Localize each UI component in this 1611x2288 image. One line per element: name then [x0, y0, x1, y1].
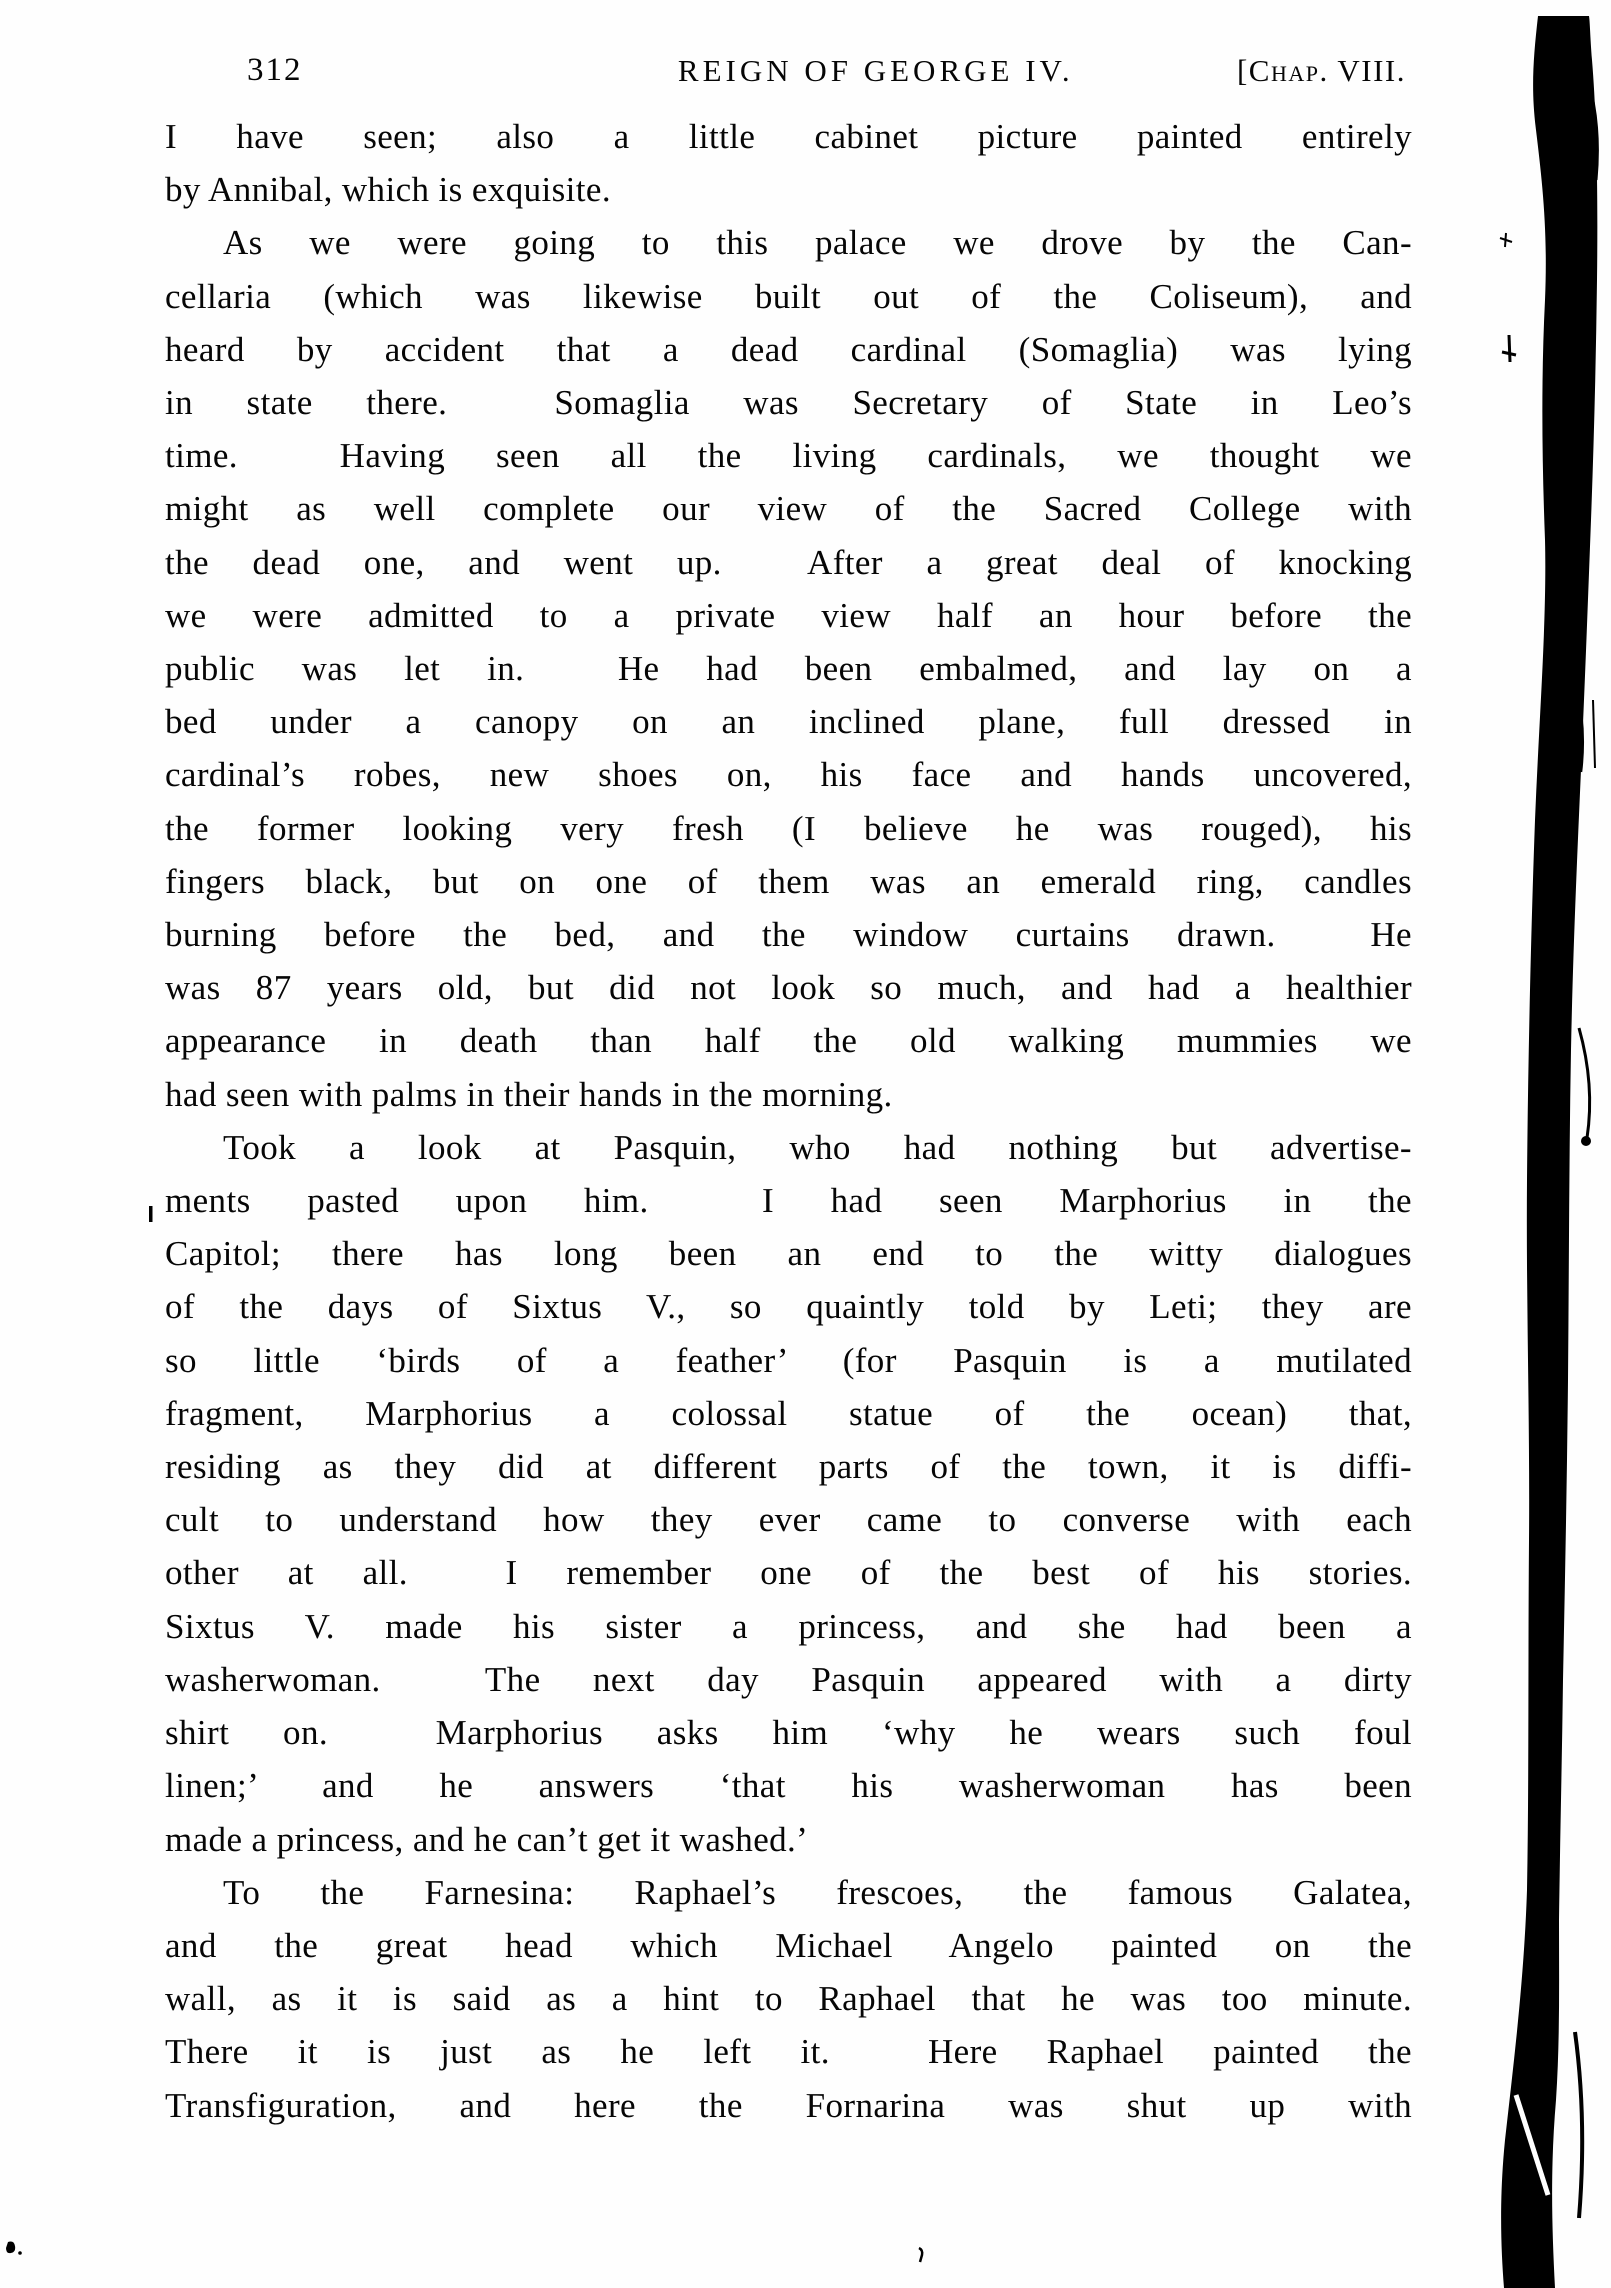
page-edge-hairline-bottom	[1575, 2032, 1582, 2218]
page-header	[165, 52, 1412, 96]
text-line: Sixtus V. made his sister a princess, and she had been a	[165, 1606, 1412, 1646]
text-line: linen;’ and he answers ‘that his washerwoman has been	[165, 1766, 1412, 1806]
margin-speck-dash	[1502, 352, 1516, 355]
text-line: bed under a canopy on an inclined plane, full dressed in	[165, 702, 1412, 742]
text-line: by Annibal, which is exquisite.	[165, 170, 611, 210]
text-line: Transfiguration, and here the Fornarina was shut up with	[165, 2085, 1412, 2125]
text-line: Capitol; there has long been an end to the witty dialogues	[165, 1234, 1412, 1274]
text-line: other at all. I remember one of the best of his stories.	[165, 1553, 1412, 1593]
page-edge-hairline-mid2	[1593, 700, 1595, 768]
paragraph	[165, 1866, 1412, 2132]
bottom-left-speck	[6, 2242, 15, 2254]
running-title: REIGN OF GEORGE IV.	[677, 53, 1074, 88]
text-line: heard by accident that a dead cardinal (Somaglia) was lying	[165, 329, 1412, 369]
page-edge-hairline-mid1	[1577, 688, 1583, 772]
scan-scratch-mark	[1516, 2095, 1548, 2195]
page-edge-ink-blob	[1581, 1136, 1591, 1146]
text-line: washerwoman. The next day Pasquin appeared with a dirty	[165, 1659, 1412, 1699]
text-line: ments pasted upon him. I had seen Marphorius in the	[165, 1181, 1412, 1221]
text-line: Took a look at Pasquin, who had nothing but advertise-	[223, 1127, 1412, 1167]
page-edge-hairline-upper	[1591, 235, 1595, 322]
paragraph	[165, 1121, 1412, 1866]
text-line: cult to understand how they ever came to converse with each	[165, 1500, 1412, 1540]
text-line: wall, as it is said as a hint to Raphael that he was too minute.	[165, 1979, 1412, 2019]
text-line: so little ‘birds of a feather’ (for Pasquin is a mutilated	[165, 1340, 1412, 1380]
page-edge-hairline-top	[1588, 80, 1597, 180]
text-line: made a princess, and he can’t get it washed.’	[165, 1819, 809, 1859]
text-line: and the great head which Michael Angelo painted on the	[165, 1925, 1412, 1965]
text-line: As we were going to this palace we drove by the Can-	[223, 223, 1412, 263]
text-line: the dead one, and went up. After a great deal of knocking	[165, 542, 1412, 582]
text-line: was 87 years old, but did not look so much, and had a healthier	[165, 968, 1412, 1008]
paragraph	[165, 216, 1412, 1120]
text-line: might as well complete our view of the Sacred College with	[165, 489, 1412, 529]
text-line: appearance in death than half the old walking mummies we	[165, 1021, 1412, 1061]
paragraph	[165, 110, 1412, 216]
text-line: in state there. Somaglia was Secretary of State in Leo’s	[165, 383, 1412, 423]
margin-speck-tick	[1509, 335, 1510, 362]
chapter-label: [Chap. VIII.	[1236, 53, 1406, 88]
text-line: fragment, Marphorius a colossal statue of the ocean) that,	[165, 1393, 1412, 1433]
bottom-center-apostrophe	[919, 2248, 922, 2262]
text-line: public was let in. He had been embalmed, and lay on a	[165, 649, 1412, 689]
text-line: burning before the bed, and the window curtains drawn. He	[165, 915, 1412, 955]
text-line: cardinal’s robes, new shoes on, his face and hands uncovered,	[165, 755, 1412, 795]
text-line: There it is just as he left it. Here Raphael painted the	[165, 2032, 1412, 2072]
text-line: we were admitted to a private view half an hour before the	[165, 595, 1412, 635]
text-line: of the days of Sixtus V., so quaintly told by Leti; they are	[165, 1287, 1412, 1327]
scan-gutter-band-shape	[1501, 16, 1597, 2288]
text-line: fingers black, but on one of them was an emerald ring, candles	[165, 861, 1412, 901]
text-line: had seen with palms in their hands in the morning.	[165, 1074, 893, 1114]
text-line: time. Having seen all the living cardinals, we thought we	[165, 436, 1412, 476]
text-block	[165, 110, 1412, 2132]
text-line: shirt on. Marphorius asks him ‘why he wears such foul	[165, 1713, 1412, 1753]
left-margin-speck	[149, 1206, 153, 1222]
text-line: To the Farnesina: Raphael’s frescoes, the famous Galatea,	[223, 1872, 1412, 1912]
text-line: I have seen; also a little cabinet picture painted entirely	[165, 117, 1412, 156]
margin-speck-asterisk	[1500, 233, 1512, 247]
text-line: residing as they did at different parts of the town, it is diffi-	[165, 1447, 1412, 1487]
page-number: 312	[247, 52, 303, 88]
text-line: the former looking very fresh (I believe he was rouged), his	[165, 808, 1412, 848]
page-edge-hairline-center	[1579, 1028, 1590, 1138]
bottom-left-dot	[18, 2251, 22, 2255]
text-line: cellaria (which was likewise built out of the Coliseum), and	[165, 276, 1412, 316]
